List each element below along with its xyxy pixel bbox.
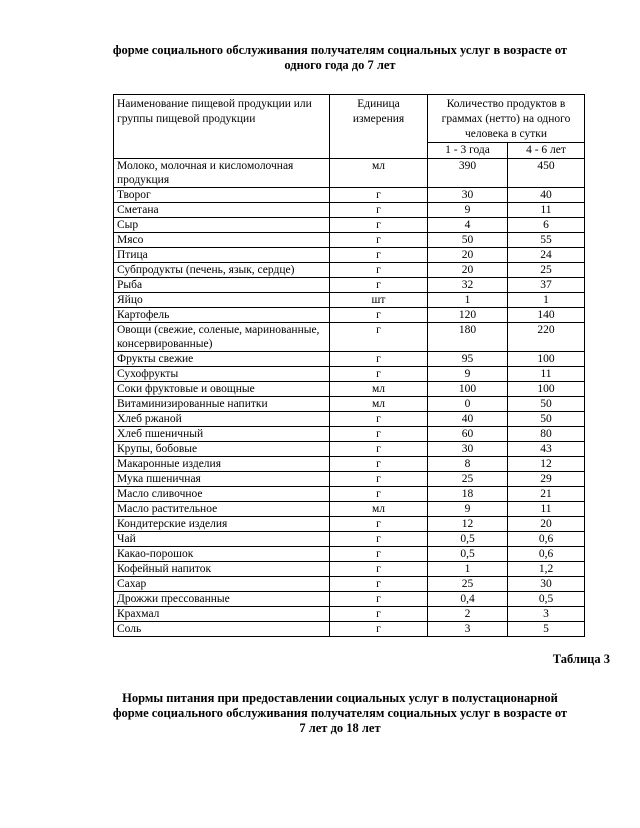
quantity-age-4-6-cell: 100 — [508, 352, 585, 367]
product-name-cell: Кондитерские изделия — [114, 517, 330, 532]
unit-cell: г — [330, 352, 428, 367]
quantity-age-4-6-cell: 25 — [508, 263, 585, 278]
product-name-cell: Рыба — [114, 278, 330, 293]
quantity-age-1-3-cell: 2 — [428, 607, 508, 622]
table-row — [114, 472, 585, 487]
table-row — [114, 397, 585, 412]
unit-cell: г — [330, 547, 428, 562]
product-name-cell: Молоко, молочная и кисломолочная продукция — [114, 159, 330, 188]
quantity-age-4-6-cell: 100 — [508, 382, 585, 397]
unit-cell: г — [330, 412, 428, 427]
table-row — [114, 517, 585, 532]
quantity-age-4-6-cell: 140 — [508, 308, 585, 323]
quantity-age-4-6-cell: 6 — [508, 218, 585, 233]
product-name-cell: Масло сливочное — [114, 487, 330, 502]
table-row — [114, 412, 585, 427]
product-name-cell: Сметана — [114, 203, 330, 218]
unit-cell: г — [330, 517, 428, 532]
table-row — [114, 562, 585, 577]
header-product-name: Наименование пищевой продукции или группы пищевой продукции — [114, 95, 330, 159]
unit-cell: г — [330, 442, 428, 457]
quantity-age-4-6-cell: 1,2 — [508, 562, 585, 577]
unit-cell: г — [330, 472, 428, 487]
quantity-age-4-6-cell: 24 — [508, 248, 585, 263]
unit-cell: г — [330, 188, 428, 203]
continued-heading — [100, 43, 580, 73]
quantity-age-4-6-cell: 12 — [508, 457, 585, 472]
quantity-age-1-3-cell: 1 — [428, 293, 508, 308]
quantity-age-4-6-cell: 5 — [508, 622, 585, 637]
quantity-age-1-3-cell: 30 — [428, 442, 508, 457]
unit-cell: г — [330, 308, 428, 323]
product-name-cell: Фрукты свежие — [114, 352, 330, 367]
quantity-age-4-6-cell: 29 — [508, 472, 585, 487]
table-row — [114, 532, 585, 547]
product-name-cell: Макаронные изделия — [114, 457, 330, 472]
quantity-age-1-3-cell: 50 — [428, 233, 508, 248]
unit-cell: г — [330, 278, 428, 293]
table-row — [114, 263, 585, 278]
product-name-cell: Крахмал — [114, 607, 330, 622]
header-unit: Единица измерения — [330, 95, 428, 159]
table-row — [114, 248, 585, 263]
heading-line: форме социального обслуживания получателям социальных услуг в возрасте от — [112, 706, 568, 720]
product-name-cell: Мясо — [114, 233, 330, 248]
product-name-cell: Птица — [114, 248, 330, 263]
table-row — [114, 367, 585, 382]
quantity-age-4-6-cell: 0,6 — [508, 547, 585, 562]
quantity-age-4-6-cell: 11 — [508, 203, 585, 218]
unit-cell: мл — [330, 382, 428, 397]
product-name-cell: Дрожжи прессованные — [114, 592, 330, 607]
quantity-age-1-3-cell: 32 — [428, 278, 508, 293]
unit-cell: г — [330, 427, 428, 442]
quantity-age-4-6-cell: 220 — [508, 323, 585, 352]
heading-line: одного года до 7 лет — [284, 58, 396, 72]
table-row — [114, 382, 585, 397]
table-row — [114, 592, 585, 607]
unit-cell: мл — [330, 397, 428, 412]
product-name-cell: Какао-порошок — [114, 547, 330, 562]
quantity-age-4-6-cell: 37 — [508, 278, 585, 293]
quantity-age-1-3-cell: 20 — [428, 248, 508, 263]
quantity-age-4-6-cell: 0,5 — [508, 592, 585, 607]
table-row — [114, 502, 585, 517]
quantity-age-1-3-cell: 100 — [428, 382, 508, 397]
quantity-age-1-3-cell: 30 — [428, 188, 508, 203]
unit-cell: г — [330, 457, 428, 472]
product-name-cell: Хлеб ржаной — [114, 412, 330, 427]
quantity-age-1-3-cell: 0,4 — [428, 592, 508, 607]
product-name-cell: Мука пшеничная — [114, 472, 330, 487]
quantity-age-1-3-cell: 20 — [428, 263, 508, 278]
quantity-age-1-3-cell: 95 — [428, 352, 508, 367]
table-row — [114, 308, 585, 323]
product-name-cell: Масло растительное — [114, 502, 330, 517]
heading-line: форме социального обслуживания получателям социальных услуг в возрасте от — [112, 43, 568, 57]
table-row — [114, 218, 585, 233]
table-row — [114, 352, 585, 367]
product-name-cell: Субпродукты (печень, язык, сердце) — [114, 263, 330, 278]
unit-cell: г — [330, 532, 428, 547]
heading-line: 7 лет до 18 лет — [299, 721, 381, 735]
quantity-age-1-3-cell: 60 — [428, 427, 508, 442]
quantity-age-1-3-cell: 120 — [428, 308, 508, 323]
product-name-cell: Сухофрукты — [114, 367, 330, 382]
quantity-age-4-6-cell: 11 — [508, 367, 585, 382]
quantity-age-4-6-cell: 40 — [508, 188, 585, 203]
table-row — [114, 547, 585, 562]
product-name-cell: Сыр — [114, 218, 330, 233]
quantity-age-4-6-cell: 450 — [508, 159, 585, 188]
table-row — [114, 159, 585, 188]
quantity-age-4-6-cell: 50 — [508, 412, 585, 427]
quantity-age-4-6-cell: 55 — [508, 233, 585, 248]
header-quantity: Количество продуктов в граммах (нетто) на одного человека в сутки — [428, 95, 585, 143]
quantity-age-1-3-cell: 9 — [428, 203, 508, 218]
unit-cell: г — [330, 577, 428, 592]
section-heading — [100, 691, 580, 736]
quantity-age-4-6-cell: 3 — [508, 607, 585, 622]
unit-cell: г — [330, 263, 428, 278]
quantity-age-4-6-cell: 80 — [508, 427, 585, 442]
product-name-cell: Творог — [114, 188, 330, 203]
quantity-age-1-3-cell: 1 — [428, 562, 508, 577]
table-row — [114, 577, 585, 592]
table-row — [114, 457, 585, 472]
product-name-cell: Овощи (свежие, соленые, маринованные, консервированные) — [114, 323, 330, 352]
table-number-label: Таблица 3 — [552, 652, 610, 666]
unit-cell: мл — [330, 159, 428, 188]
quantity-age-4-6-cell: 0,6 — [508, 532, 585, 547]
quantity-age-1-3-cell: 12 — [428, 517, 508, 532]
product-name-cell: Крупы, бобовые — [114, 442, 330, 457]
quantity-age-1-3-cell: 390 — [428, 159, 508, 188]
unit-cell: шт — [330, 293, 428, 308]
quantity-age-1-3-cell: 4 — [428, 218, 508, 233]
table-row — [114, 188, 585, 203]
quantity-age-1-3-cell: 9 — [428, 367, 508, 382]
product-name-cell: Витаминизированные напитки — [114, 397, 330, 412]
quantity-age-1-3-cell: 0,5 — [428, 532, 508, 547]
unit-cell: г — [330, 233, 428, 248]
table-row — [114, 323, 585, 352]
product-name-cell: Чай — [114, 532, 330, 547]
product-name-cell: Сахар — [114, 577, 330, 592]
quantity-age-4-6-cell: 30 — [508, 577, 585, 592]
table-row — [114, 278, 585, 293]
table-row — [114, 427, 585, 442]
header-age-1-3: 1 - 3 года — [428, 143, 508, 159]
quantity-age-1-3-cell: 25 — [428, 472, 508, 487]
quantity-age-1-3-cell: 0,5 — [428, 547, 508, 562]
quantity-age-4-6-cell: 20 — [508, 517, 585, 532]
product-name-cell: Соль — [114, 622, 330, 637]
quantity-age-4-6-cell: 50 — [508, 397, 585, 412]
food-norms-table — [113, 94, 585, 637]
table-row — [114, 487, 585, 502]
unit-cell: г — [330, 323, 428, 352]
quantity-age-4-6-cell: 43 — [508, 442, 585, 457]
table-row — [114, 442, 585, 457]
product-name-cell: Соки фруктовые и овощные — [114, 382, 330, 397]
unit-cell: г — [330, 622, 428, 637]
quantity-age-4-6-cell: 1 — [508, 293, 585, 308]
unit-cell: г — [330, 203, 428, 218]
product-name-cell: Хлеб пшеничный — [114, 427, 330, 442]
table-row — [114, 607, 585, 622]
quantity-age-1-3-cell: 3 — [428, 622, 508, 637]
table-body — [114, 159, 585, 637]
table-row — [114, 293, 585, 308]
quantity-age-1-3-cell: 40 — [428, 412, 508, 427]
quantity-age-1-3-cell: 8 — [428, 457, 508, 472]
product-name-cell: Яйцо — [114, 293, 330, 308]
unit-cell: г — [330, 607, 428, 622]
quantity-age-1-3-cell: 25 — [428, 577, 508, 592]
quantity-age-1-3-cell: 9 — [428, 502, 508, 517]
product-name-cell: Картофель — [114, 308, 330, 323]
quantity-age-1-3-cell: 0 — [428, 397, 508, 412]
unit-cell: г — [330, 562, 428, 577]
table-row — [114, 622, 585, 637]
header-age-4-6: 4 - 6 лет — [508, 143, 585, 159]
heading-line: Нормы питания при предоставлении социальных услуг в полустационарной — [122, 691, 558, 705]
quantity-age-1-3-cell: 18 — [428, 487, 508, 502]
quantity-age-4-6-cell: 21 — [508, 487, 585, 502]
unit-cell: мл — [330, 502, 428, 517]
table-row — [114, 203, 585, 218]
unit-cell: г — [330, 367, 428, 382]
quantity-age-4-6-cell: 11 — [508, 502, 585, 517]
unit-cell: г — [330, 248, 428, 263]
table-row — [114, 233, 585, 248]
product-name-cell: Кофейный напиток — [114, 562, 330, 577]
unit-cell: г — [330, 592, 428, 607]
unit-cell: г — [330, 218, 428, 233]
quantity-age-1-3-cell: 180 — [428, 323, 508, 352]
unit-cell: г — [330, 487, 428, 502]
